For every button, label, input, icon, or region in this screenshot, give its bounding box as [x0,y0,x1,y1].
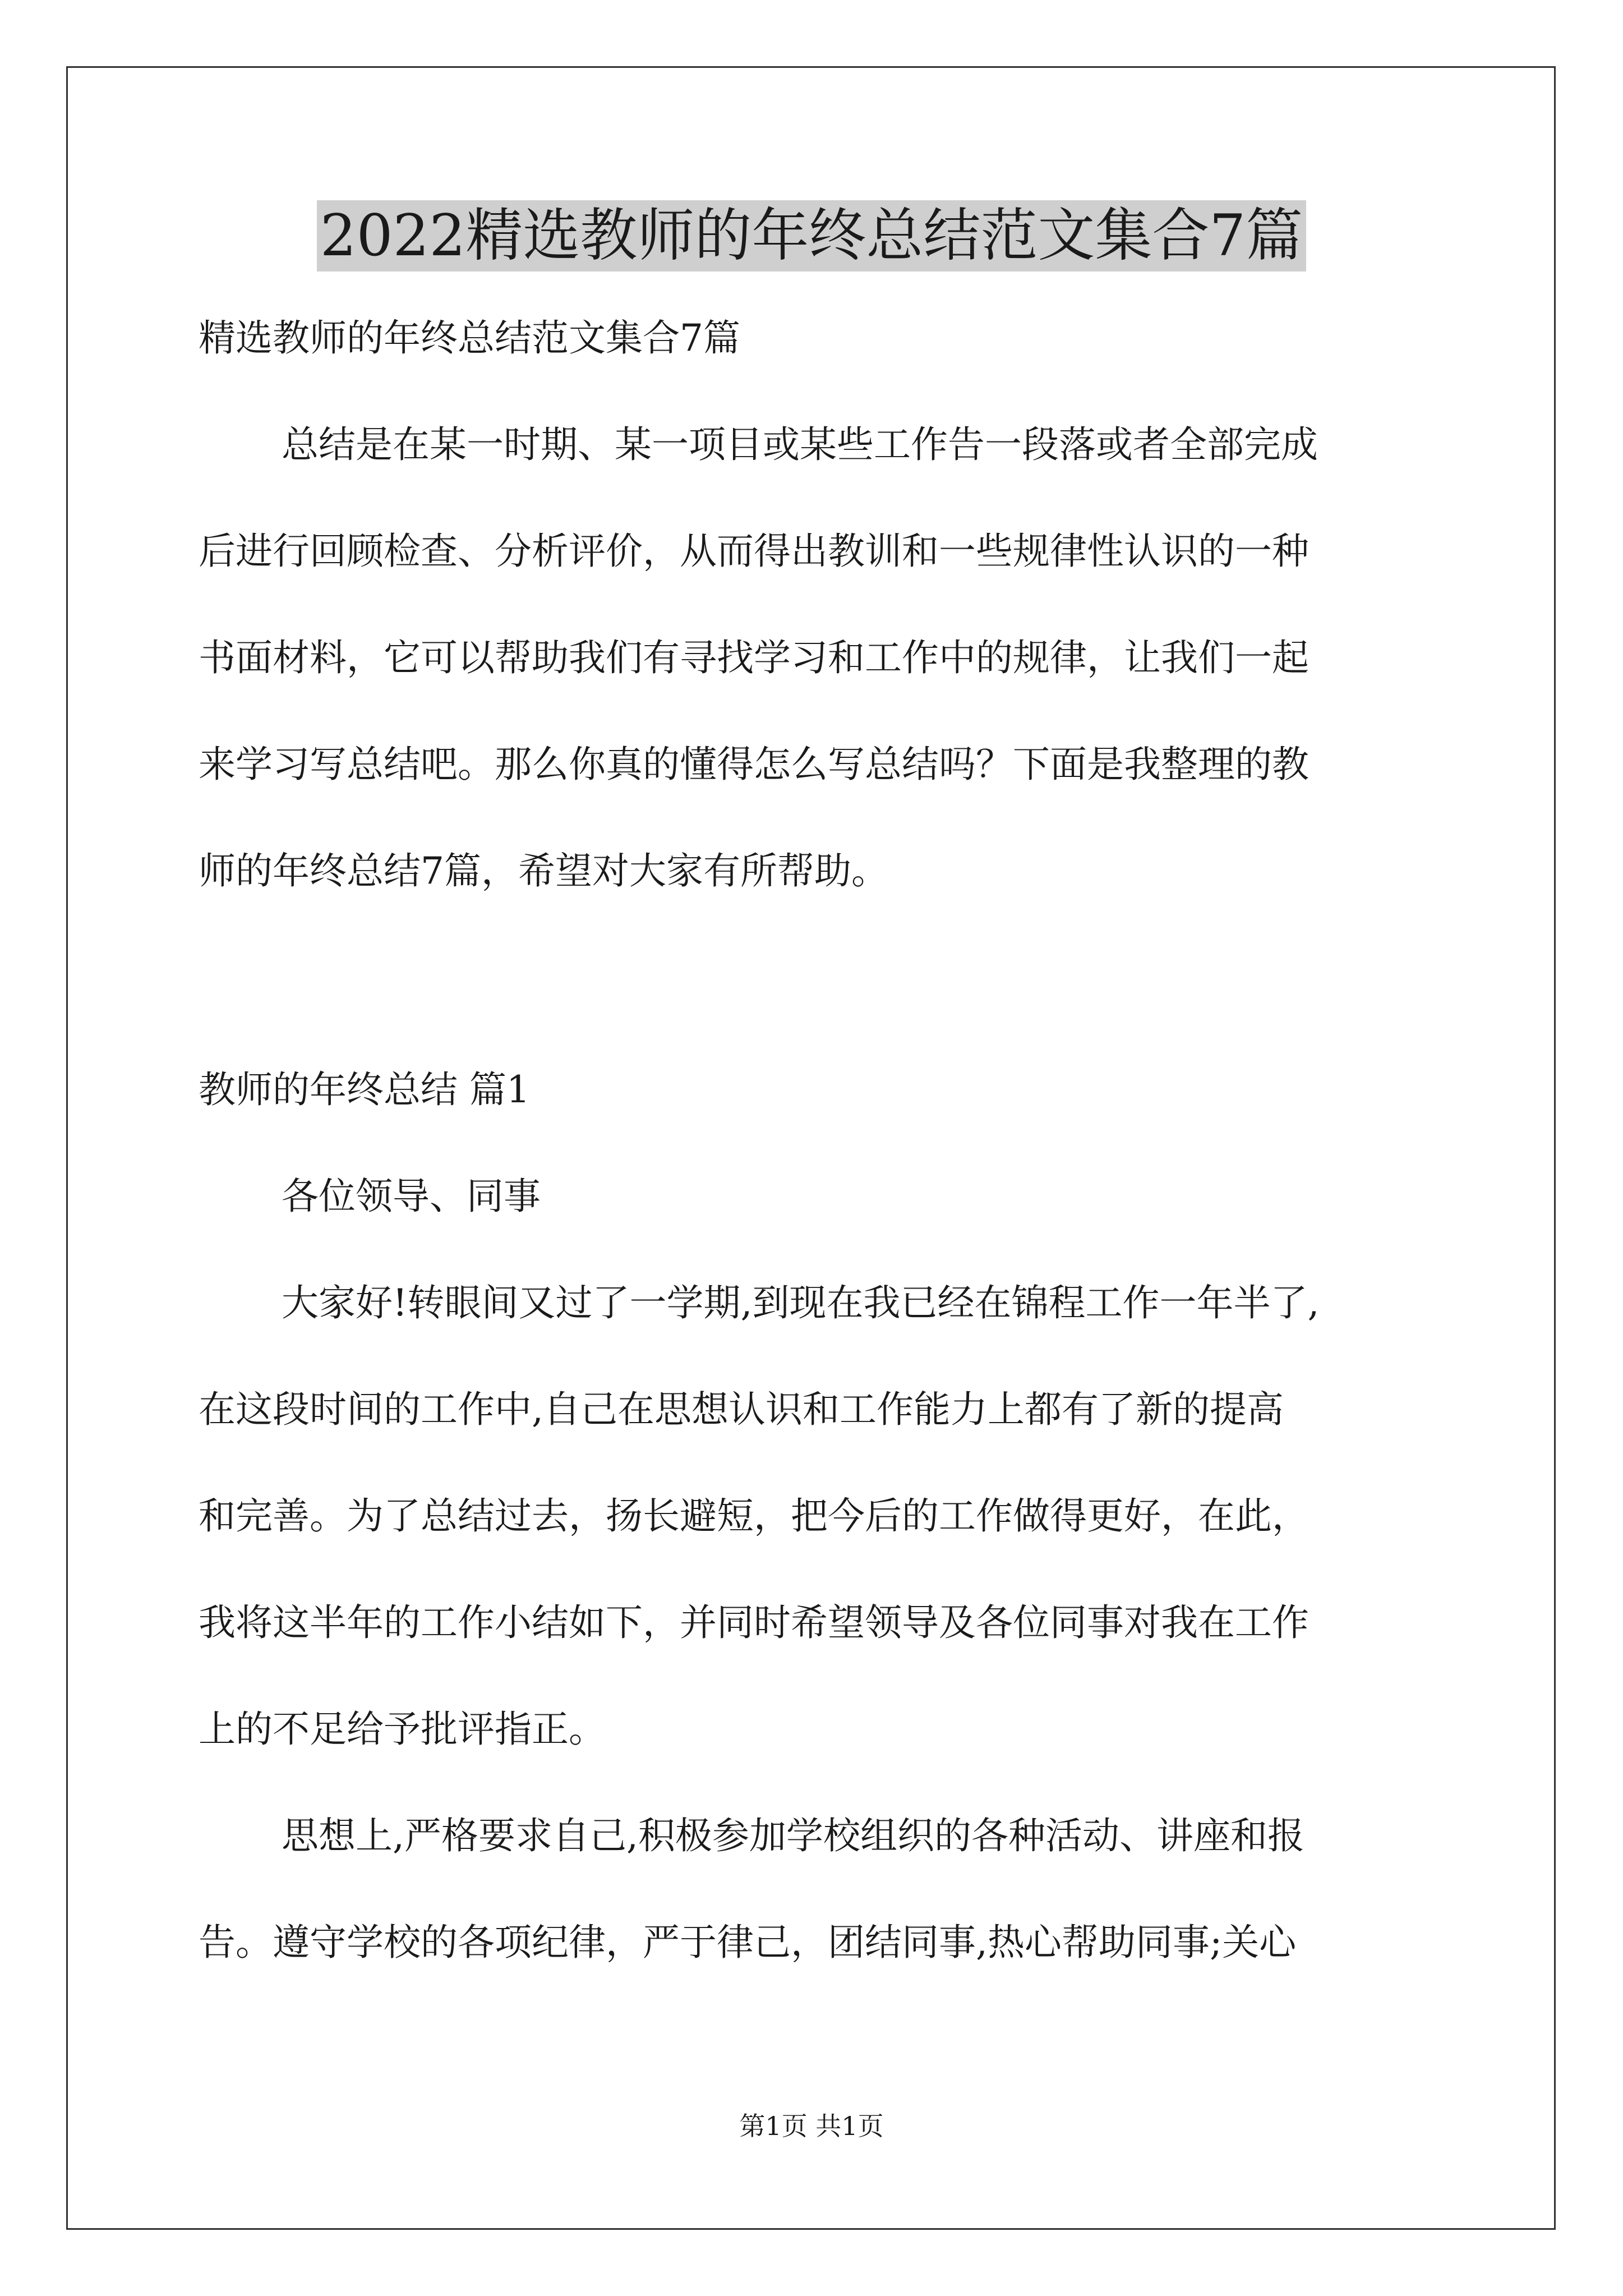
intro-line-4: 来学习写总结吧。那么你真的懂得怎么写总结吗？下面是我整理的教 [199,743,1309,786]
intro-line-1: 总结是在某一时期、某一项目或某些工作告一段落或者全部完成 [282,423,1318,466]
page-border [66,66,1556,2230]
document-title-text: 2022精选教师的年终总结范文集合7篇 [317,200,1306,272]
intro-line-3: 书面材料，它可以帮助我们有寻找学习和工作中的规律，让我们一起 [199,636,1309,679]
document-title [0,200,1623,273]
intro-line-5: 师的年终总结7篇，希望对大家有所帮助。 [199,849,888,892]
para2-line-2: 告。遵守学校的各项纪律，严于律己，团结同事,热心帮助同事;关心 [199,1921,1297,1964]
para1-line-3: 和完善。为了总结过去，扬长避短，把今后的工作做得更好，在此， [199,1494,1309,1538]
para2-line-1: 思想上,严格要求自己,积极参加学校组织的各种活动、讲座和报 [282,1814,1304,1857]
para1-line-1: 大家好!转眼间又过了一学期,到现在我已经在锦程工作一年半了, [282,1281,1320,1324]
page-footer: 第1页 共1页 [739,2111,884,2141]
document-subtitle: 精选教师的年终总结范文集合7篇 [199,316,740,360]
para1-line-4: 我将这半年的工作小结如下，并同时希望领导及各位同事对我在工作 [199,1601,1309,1644]
salutation: 各位领导、同事 [282,1175,541,1218]
para1-line-5: 上的不足给予批评指正。 [199,1708,606,1751]
para1-line-2: 在这段时间的工作中,自己在思想认识和工作能力上都有了新的提高 [199,1388,1284,1431]
section-heading: 教师的年终总结 篇1 [199,1068,530,1111]
intro-line-2: 后进行回顾检查、分析评价，从而得出教训和一些规律性认识的一种 [199,530,1309,573]
